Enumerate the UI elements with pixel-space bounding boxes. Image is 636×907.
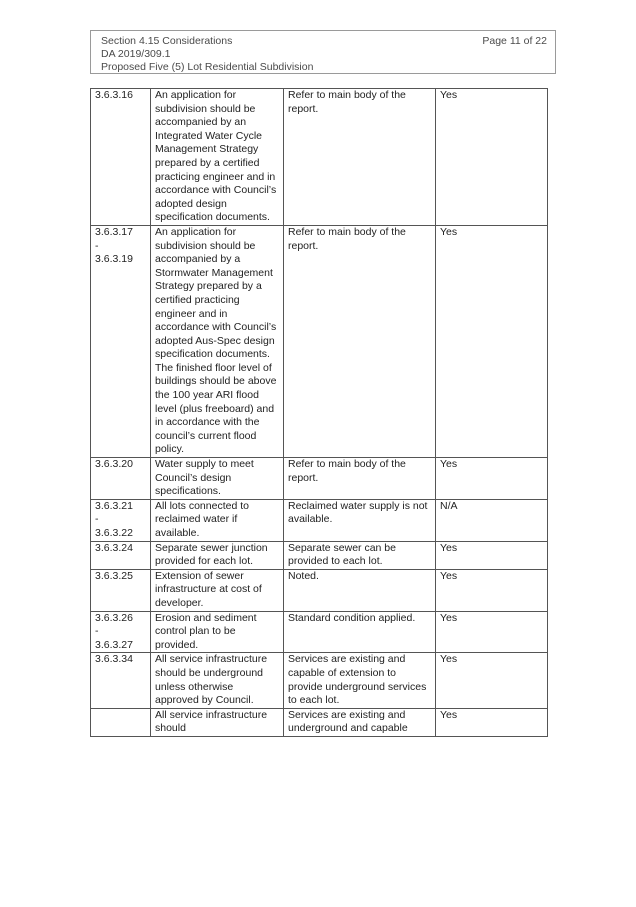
requirement-cell: An application for subdivision should be accompanied by a Stormwater Management Strategy prepared by a certified practicing engineer and in accordance with Council’s adopted Aus-Spec design specification documents. The finished floor level of buildings should be above the 100 year ARI flood level (plus freeboard) and in accordance with the council’s current flood policy. bbox=[151, 225, 284, 457]
compliance-cell: Yes bbox=[436, 541, 548, 569]
compliance-cell: Yes bbox=[436, 653, 548, 708]
comment-cell: Services are existing and underground and capable bbox=[284, 708, 436, 736]
comment-cell: Refer to main body of the report. bbox=[284, 225, 436, 457]
clause-cell: 3.6.3.20 bbox=[91, 458, 151, 500]
page-header bbox=[90, 30, 556, 74]
comment-cell: Noted. bbox=[284, 569, 436, 611]
considerations-table bbox=[90, 88, 548, 737]
comment-cell: Standard condition applied. bbox=[284, 611, 436, 653]
table-row bbox=[91, 225, 548, 457]
compliance-cell: Yes bbox=[436, 611, 548, 653]
header-proposal: Proposed Five (5) Lot Residential Subdivision bbox=[101, 61, 314, 73]
comment-cell: Refer to main body of the report. bbox=[284, 89, 436, 226]
table-row bbox=[91, 569, 548, 611]
clause-cell: 3.6.3.25 bbox=[91, 569, 151, 611]
compliance-cell: Yes bbox=[436, 89, 548, 226]
requirement-cell: Erosion and sediment control plan to be provided. bbox=[151, 611, 284, 653]
requirement-cell: Extension of sewer infrastructure at cost of developer. bbox=[151, 569, 284, 611]
table-row bbox=[91, 653, 548, 708]
comment-cell: Separate sewer can be provided to each lot. bbox=[284, 541, 436, 569]
table-row bbox=[91, 89, 548, 226]
compliance-cell: N/A bbox=[436, 499, 548, 541]
clause-cell: 3.6.3.16 bbox=[91, 89, 151, 226]
compliance-cell: Yes bbox=[436, 569, 548, 611]
table-row bbox=[91, 541, 548, 569]
header-section-title: Section 4.15 Considerations bbox=[101, 35, 233, 47]
comment-cell: Reclaimed water supply is not available. bbox=[284, 499, 436, 541]
requirement-cell: An application for subdivision should be accompanied by an Integrated Water Cycle Management Strategy prepared by a certified practicing engineer and in accordance with Council’s adopted design specification documents. bbox=[151, 89, 284, 226]
compliance-cell: Yes bbox=[436, 458, 548, 500]
clause-cell: 3.6.3.17 - 3.6.3.19 bbox=[91, 225, 151, 457]
requirement-cell: All service infrastructure should bbox=[151, 708, 284, 736]
table-row bbox=[91, 458, 548, 500]
table-row bbox=[91, 611, 548, 653]
requirement-cell: Water supply to meet Council’s design specifications. bbox=[151, 458, 284, 500]
page-number: Page 11 of 22 bbox=[482, 35, 547, 47]
compliance-cell: Yes bbox=[436, 708, 548, 736]
clause-cell: 3.6.3.34 bbox=[91, 653, 151, 708]
table-row bbox=[91, 708, 548, 736]
requirement-cell: All lots connected to reclaimed water if available. bbox=[151, 499, 284, 541]
compliance-cell: Yes bbox=[436, 225, 548, 457]
header-da-number: DA 2019/309.1 bbox=[101, 48, 171, 60]
clause-cell bbox=[91, 708, 151, 736]
requirement-cell: Separate sewer junction provided for each lot. bbox=[151, 541, 284, 569]
table-row bbox=[91, 499, 548, 541]
clause-cell: 3.6.3.26 - 3.6.3.27 bbox=[91, 611, 151, 653]
comment-cell: Services are existing and capable of extension to provide underground services to each lot. bbox=[284, 653, 436, 708]
comment-cell: Refer to main body of the report. bbox=[284, 458, 436, 500]
requirement-cell: All service infrastructure should be underground unless otherwise approved by Council. bbox=[151, 653, 284, 708]
clause-cell: 3.6.3.21 - 3.6.3.22 bbox=[91, 499, 151, 541]
clause-cell: 3.6.3.24 bbox=[91, 541, 151, 569]
